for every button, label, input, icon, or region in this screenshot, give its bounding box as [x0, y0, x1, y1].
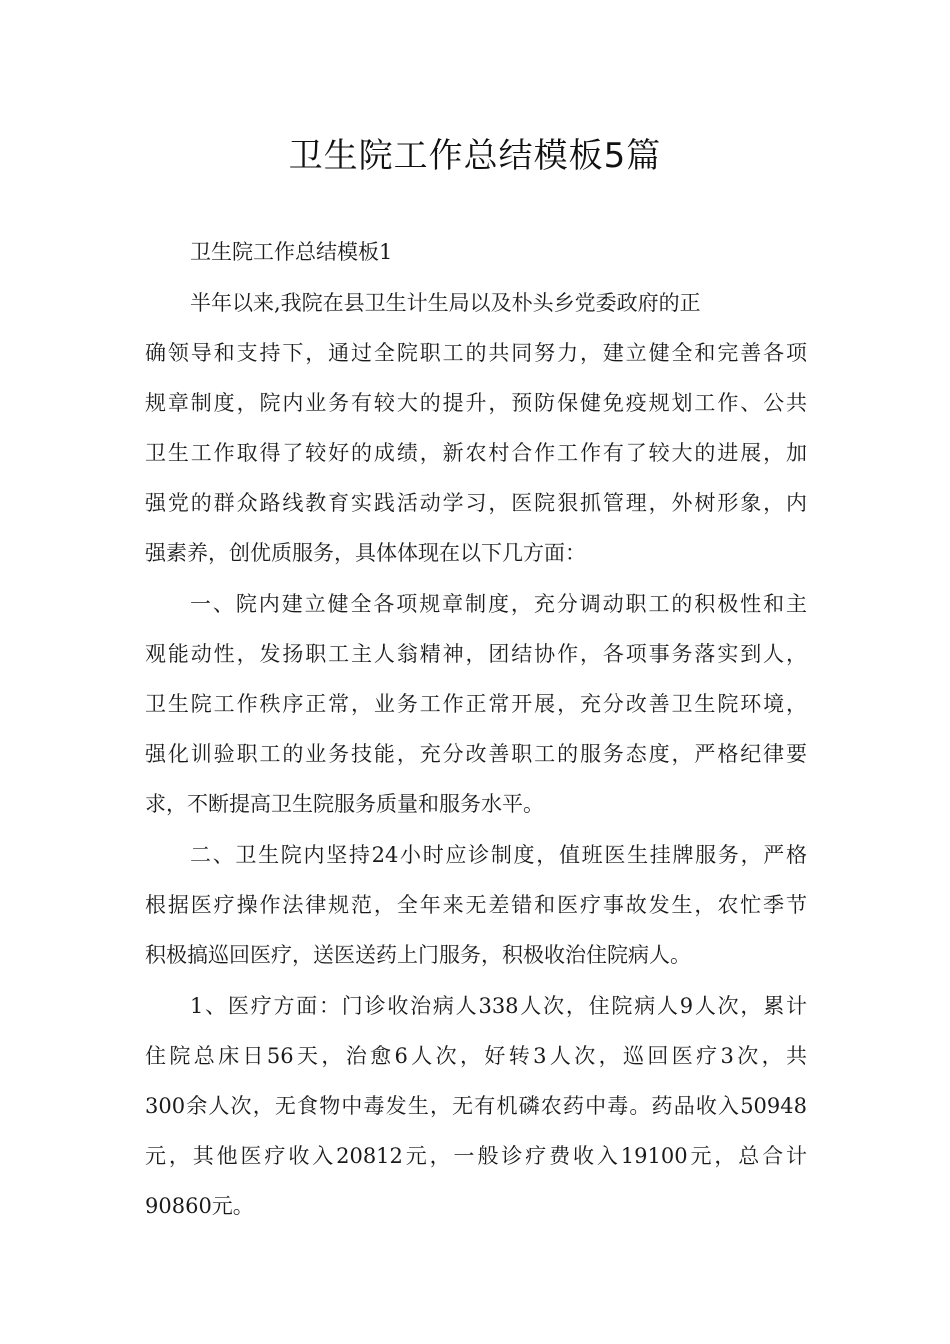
paragraph-line: 确领导和支持下，通过全院职工的共同努力，建立健全和完善各项 — [145, 341, 807, 365]
paragraph-line: 卫生院工作秩序正常，业务工作正常开展，充分改善卫生院环境， — [145, 692, 807, 716]
paragraph-line: 观能动性，发扬职工主人翁精神，团结协作，各项事务落实到人， — [145, 642, 807, 666]
section-heading: 卫生院工作总结模板1 — [190, 240, 393, 264]
paragraph-line: 强党的群众路线教育实践活动学习，医院狠抓管理，外树形象，内 — [145, 491, 807, 515]
paragraph-line: 积极搞巡回医疗，送医送药上门服务，积极收治住院病人。 — [145, 943, 691, 967]
paragraph-line: 一、院内建立健全各项规章制度，充分调动职工的积极性和主 — [190, 592, 807, 616]
paragraph-line: 二、卫生院内坚持24小时应诊制度，值班医生挂牌服务，严格 — [190, 843, 807, 867]
paragraph-line: 强化训验职工的业务技能，充分改善职工的服务态度，严格纪律要 — [145, 742, 807, 766]
paragraph-line: 90860元。 — [145, 1194, 254, 1218]
document-title: 卫生院工作总结模板5篇 — [288, 136, 662, 176]
paragraph-line: 卫生工作取得了较好的成绩，新农村合作工作有了较大的进展，加 — [145, 441, 807, 465]
paragraph-line: 根据医疗操作法律规范，全年来无差错和医疗事故发生，农忙季节 — [145, 893, 807, 917]
paragraph-line: 元，其他医疗收入20812元，一般诊疗费收入19100元，总合计 — [145, 1144, 807, 1168]
paragraph-line: 规章制度，院内业务有较大的提升，预防保健免疫规划工作、公共 — [145, 391, 807, 415]
paragraph-line: 强素养，创优质服务，具体体现在以下几方面： — [145, 541, 586, 565]
paragraph-line: 300余人次，无食物中毒发生，无有机磷农药中毒。药品收入50948 — [145, 1094, 807, 1118]
paragraph-line: 求，不断提高卫生院服务质量和服务水平。 — [145, 792, 544, 816]
paragraph-line: 半年以来,我院在县卫生计生局以及朴头乡党委政府的正 — [190, 291, 701, 315]
paragraph-line: 1、医疗方面：门诊收治病人338人次，住院病人9人次，累计 — [190, 994, 807, 1018]
paragraph-line: 住院总床日56天，治愈6人次，好转3人次，巡回医疗3次，共 — [145, 1044, 807, 1068]
